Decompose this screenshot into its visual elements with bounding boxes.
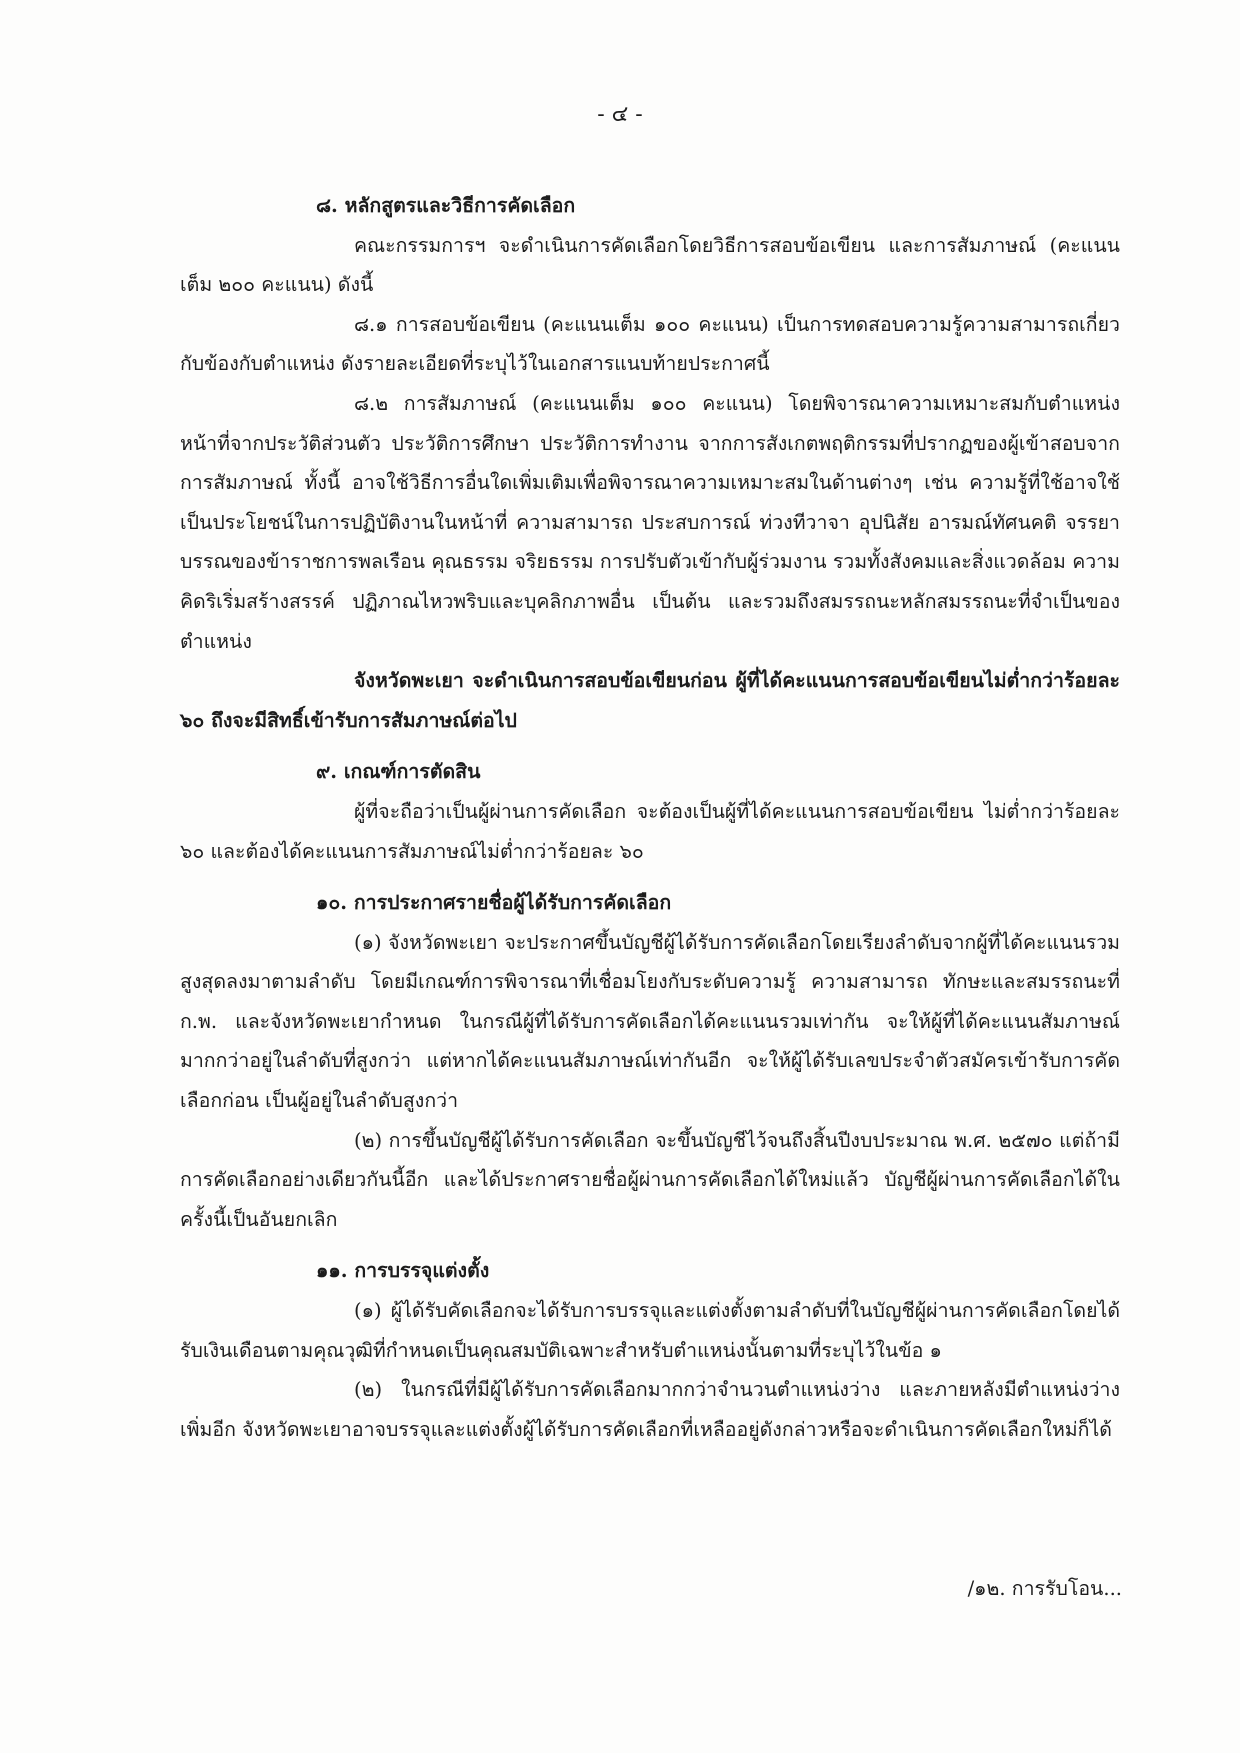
section-8-heading: ๘. หลักสูตรและวิธีการคัดเลือก <box>316 194 576 217</box>
section-11-heading: ๑๑. การบรรจุแต่งตั้ง <box>316 1259 490 1283</box>
bold-notice-paragraph: จังหวัดพะเยา จะดำเนินการสอบข้อเขียนก่อน ผู้ที่ได้คะแนนการสอบข้อเขียนไม่ต่ำกว่าร้อยละ ๖๐ ถึงจะมีสิทธิ์เข้ารับการสัมภาษณ์ต่อไป <box>180 669 1120 732</box>
section-10-heading: ๑๐. การประกาศรายชื่อผู้ได้รับการคัดเลือก <box>316 891 672 915</box>
paragraph: ๘.๒ การสัมภาษณ์ (คะแนนเต็ม ๑๐๐ คะแนน) โดยพิจารณาความเหมาะสมกับตำแหน่งหน้าที่จากประวัติส่วนตัว ประวัติการศึกษา ประวัติการทำงาน จากการสังเกตพฤติกรรมที่ปรากฏของผู้เข้าสอบจากการสัมภาษณ์ ทั้งนี้ อาจใช้วิธีการอื่นใดเพิ่มเติมเพื่อพิจารณาความเหมาะสมในด้านต่างๆ เช่น ความรู้ที่ใช้อาจใช้เป็นประโยชน์ในการปฏิบัติงานในหน้าที่ ความสามารถ ประสบการณ์ ท่วงทีวาจา อุปนิสัย อารมณ์ทัศนคติ จรรยาบรรณของข้าราชการพลเรือน คุณธรรม จริยธรรม การปรับตัวเข้ากับผู้ร่วมงาน รวมทั้งสังคมและสิ่งแวดล้อม ความคิดริเริ่มสร้างสรรค์ ปฏิภาณไหวพริบและบุคลิกภาพอื่น เป็นต้น และรวมถึงสมรรถนะหลักสมรรถนะที่จำเป็นของตำแหน่ง <box>180 391 1120 653</box>
page-number: - ๔ - <box>597 102 643 127</box>
paragraph: ผู้ที่จะถือว่าเป็นผู้ผ่านการคัดเลือก จะต้องเป็นผู้ที่ได้คะแนนการสอบข้อเขียน ไม่ต่ำกว่าร้อยละ ๖๐ และต้องได้คะแนนการสัมภาษณ์ไม่ต่ำกว่าร้อยละ ๖๐ <box>180 799 1120 863</box>
section-9-heading: ๙. เกณฑ์การตัดสิน <box>316 760 481 784</box>
paragraph: (๒) การขึ้นบัญชีผู้ได้รับการคัดเลือก จะขึ้นบัญชีไว้จนถึงสิ้นปีงบประมาณ พ.ศ. ๒๕๗๐ แต่ถ้ามีการคัดเลือกอย่างเดียวกันนี้อีก และได้ประกาศรายชื่อผู้ผ่านการคัดเลือกได้ใหม่แล้ว บัญชีผู้ผ่านการคัดเลือกได้ในครั้งนี้เป็นอันยกเลิก <box>180 1128 1120 1231</box>
document-body <box>180 186 1120 1449</box>
section-10 <box>180 883 1120 1239</box>
section-11 <box>180 1251 1120 1449</box>
section-8 <box>180 186 1120 740</box>
paragraph: คณะกรรมการฯ จะดำเนินการคัดเลือกโดยวิธีการสอบข้อเขียน และการสัมภาษณ์ (คะแนนเต็ม ๒๐๐ คะแนน) ดังนี้ <box>180 233 1120 297</box>
paragraph: (๒) ในกรณีที่มีผู้ได้รับการคัดเลือกมากกว่าจำนวนตำแหน่งว่าง และภายหลังมีตำแหน่งว่างเพิ่มอีก จังหวัดพะเยาอาจบรรจุและแต่งตั้งผู้ได้รับการคัดเลือกที่เหลืออยู่ดังกล่าวหรือจะดำเนินการคัดเลือกใหม่ก็ได้ <box>180 1378 1120 1441</box>
paragraph: (๑) ผู้ได้รับคัดเลือกจะได้รับการบรรจุและแต่งตั้งตามลำดับที่ในบัญชีผู้ผ่านการคัดเลือกโดยได้รับเงินเดือนตามคุณวุฒิที่กำหนดเป็นคุณสมบัติเฉพาะสำหรับตำแหน่งนั้นตามที่ระบุไว้ในข้อ ๑ <box>180 1299 1120 1362</box>
paragraph: ๘.๑ การสอบข้อเขียน (คะแนนเต็ม ๑๐๐ คะแนน) เป็นการทดสอบความรู้ความสามารถเกี่ยวกับข้องกับตำแหน่ง ดังรายละเอียดที่ระบุไว้ในเอกสารแนบท้ายประกาศนี้ <box>180 312 1120 376</box>
paragraph: (๑) จังหวัดพะเยา จะประกาศขึ้นบัญชีผู้ได้รับการคัดเลือกโดยเรียงลำดับจากผู้ที่ได้คะแนนรวมสูงสุดลงมาตามลำดับ โดยมีเกณฑ์การพิจารณาที่เชื่อมโยงกับระดับความรู้ ความสามารถ ทักษะและสมรรถนะที่ ก.พ. และจังหวัดพะเยากำหนด ในกรณีผู้ที่ได้รับการคัดเลือกได้คะแนนรวมเท่ากัน จะให้ผู้ที่ได้คะแนนสัมภาษณ์มากกว่าอยู่ในลำดับที่สูงกว่า แต่หากได้คะแนนสัมภาษณ์เท่ากันอีก จะให้ผู้ได้รับเลขประจำตัวสมัครเข้ารับการคัดเลือกก่อน เป็นผู้อยู่ในลำดับสูงกว่า <box>180 930 1120 1113</box>
continuation-reference: /๑๒. การรับโอน... <box>967 1577 1122 1600</box>
section-9 <box>180 752 1120 871</box>
